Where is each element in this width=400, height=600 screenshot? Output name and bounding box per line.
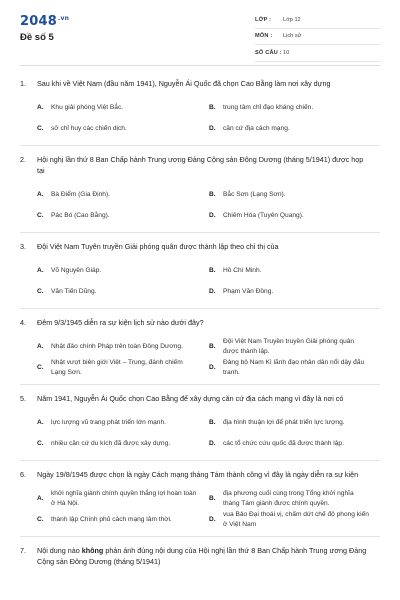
option-d[interactable] bbox=[209, 205, 381, 226]
meta-value: 10 bbox=[283, 49, 290, 56]
question-number: 7. bbox=[20, 546, 26, 555]
option-letter: D. bbox=[209, 124, 216, 132]
question-2 bbox=[20, 154, 380, 226]
option-text: Khu giải phóng Việt Bắc. bbox=[51, 103, 124, 111]
question-text: Nội dung nào không phản ánh đúng nội dung của Hội nghị lần thứ 8 Ban Chấp hành Trung ương Đảng Cộng sản Đông Dương (tháng 5/1941) bbox=[37, 546, 367, 566]
question-stem bbox=[20, 317, 380, 328]
option-letter: D. bbox=[209, 515, 216, 523]
meta-key: SỐ CÂU : bbox=[255, 49, 282, 56]
option-text: khởi nghĩa giành chính quyền thắng lợi hoàn toàn ở Hà Nội. bbox=[51, 490, 197, 507]
question-divider bbox=[20, 232, 380, 233]
option-c[interactable] bbox=[37, 118, 209, 139]
question-1 bbox=[20, 78, 380, 139]
question-text: Sau khi về Việt Nam (đầu năm 1941), Nguyễn Ái Quốc đã chọn Cao Bằng làm nơi xây dựng bbox=[37, 79, 331, 88]
option-letter: A. bbox=[37, 494, 44, 502]
option-d[interactable] bbox=[209, 433, 381, 454]
option-c[interactable] bbox=[37, 509, 209, 530]
answer-options bbox=[20, 412, 380, 454]
option-letter: B. bbox=[209, 342, 216, 350]
question-text: Năm 1941, Nguyễn Ái Quốc chọn Cao Bằng để xây dựng căn cứ địa cách mạng vì đây là nơi có bbox=[37, 394, 344, 403]
option-letter: B. bbox=[209, 494, 216, 502]
question-divider bbox=[20, 145, 380, 146]
question-text: Đêm 9/3/1945 diễn ra sự kiện lịch sử nào dưới đây? bbox=[37, 318, 204, 327]
option-text: Hồ Chí Minh. bbox=[223, 266, 262, 274]
option-text: địa phương cuối cùng trong Tổng khởi nghĩa tháng Tám giành được chính quyền. bbox=[223, 490, 354, 507]
question-4 bbox=[20, 317, 380, 378]
option-c[interactable] bbox=[37, 281, 209, 302]
option-letter: C. bbox=[37, 515, 44, 523]
option-text: vua Bảo Đại thoái vị, chấm dứt chế độ phong kiến ở Việt Nam bbox=[223, 511, 369, 528]
option-c[interactable] bbox=[37, 357, 209, 378]
option-b[interactable] bbox=[209, 97, 381, 118]
option-text: Văn Tiến Dũng. bbox=[51, 287, 97, 295]
option-text: Phạm Văn Đồng. bbox=[223, 287, 274, 295]
option-text: Bắc Sơn (Lạng Sơn). bbox=[223, 190, 286, 198]
option-letter: C. bbox=[37, 124, 44, 132]
option-d[interactable] bbox=[209, 118, 381, 139]
option-text: thành lập Chính phủ cách mạng lâm thời. bbox=[51, 515, 172, 523]
meta-value: Lớp 12 bbox=[283, 16, 301, 23]
option-b[interactable] bbox=[209, 488, 381, 509]
option-b[interactable] bbox=[209, 336, 381, 357]
option-letter: A. bbox=[37, 190, 44, 198]
option-letter: D. bbox=[209, 211, 216, 219]
option-letter: D. bbox=[209, 439, 216, 447]
option-text: trung tâm chỉ đạo kháng chiến. bbox=[223, 103, 314, 111]
option-letter: B. bbox=[209, 266, 216, 274]
option-text: nhiều căn cứ du kích đã được xây dựng. bbox=[51, 439, 171, 447]
question-stem bbox=[20, 393, 380, 404]
option-a[interactable] bbox=[37, 97, 209, 118]
question-divider bbox=[20, 460, 380, 461]
option-a[interactable] bbox=[37, 412, 209, 433]
question-3 bbox=[20, 241, 380, 302]
meta-key: LỚP : bbox=[255, 16, 272, 23]
meta-value: Lịch sử bbox=[283, 33, 302, 40]
option-text: các tổ chức cứu quốc đã được thành lập. bbox=[223, 439, 344, 447]
question-list bbox=[20, 78, 380, 567]
meta-row-question-count bbox=[255, 45, 381, 62]
option-letter: A. bbox=[37, 103, 44, 111]
option-text: Đội Việt Nam Truyền truyền Giải phóng quân được thành lập. bbox=[223, 338, 355, 355]
option-letter: C. bbox=[37, 287, 44, 295]
question-text: Hội nghị lần thứ 8 Ban Chấp hành Trung ương Đảng Cộng sản Đông Dương (tháng 5/1941) được họp tại bbox=[37, 155, 364, 175]
option-letter: B. bbox=[209, 190, 216, 198]
option-text: sở chỉ huy các chiến dịch. bbox=[51, 124, 127, 132]
question-number: 6. bbox=[20, 470, 26, 479]
question-text: Đội Việt Nam Tuyên truyền Giải phóng quân được thành lập theo chỉ thị của bbox=[37, 242, 279, 251]
answer-options bbox=[20, 336, 380, 378]
site-logo[interactable]: $2048^{.vn}$ bbox=[20, 14, 70, 29]
option-letter: D. bbox=[209, 287, 216, 295]
question-number: 5. bbox=[20, 394, 26, 403]
option-text: Võ Nguyên Giáp. bbox=[51, 266, 102, 274]
question-stem bbox=[20, 241, 380, 252]
option-d[interactable] bbox=[209, 357, 381, 378]
answer-options bbox=[20, 97, 380, 139]
exam-meta bbox=[255, 12, 381, 62]
meta-row-subject bbox=[255, 29, 381, 46]
option-text: địa hình thuận lợi để phát triển lực lượng. bbox=[223, 418, 345, 426]
question-stem bbox=[20, 78, 380, 89]
option-text: Đảng bộ Nam Kì lãnh đạo nhân dân nổi dậy đấu tranh. bbox=[223, 359, 365, 376]
option-text: Nhật đảo chính Pháp trên toàn Đông Dương. bbox=[51, 342, 183, 350]
option-a[interactable] bbox=[37, 184, 209, 205]
question-number: 4. bbox=[20, 318, 26, 327]
header-divider bbox=[20, 65, 380, 66]
question-number: 1. bbox=[20, 79, 26, 88]
option-text: Bà Điểm (Gia Định). bbox=[51, 190, 110, 198]
question-stem bbox=[20, 469, 380, 480]
option-text: căn cứ địa cách mạng. bbox=[223, 124, 290, 132]
option-letter: C. bbox=[37, 211, 44, 219]
option-text: Chiêm Hóa (Tuyên Quang). bbox=[223, 211, 304, 219]
option-a[interactable] bbox=[37, 260, 209, 281]
option-letter: C. bbox=[37, 363, 44, 371]
option-b[interactable] bbox=[209, 260, 381, 281]
option-a[interactable] bbox=[37, 488, 209, 509]
answer-options bbox=[20, 260, 380, 302]
question-7 bbox=[20, 545, 380, 567]
option-c[interactable] bbox=[37, 205, 209, 226]
question-divider bbox=[20, 384, 380, 385]
option-a[interactable] bbox=[37, 336, 209, 357]
emphasis-not: không bbox=[81, 546, 104, 555]
option-letter: B. bbox=[209, 418, 216, 426]
option-text: Nhật vượt biên giới Việt – Trung, đánh chiếm Lạng Sơn. bbox=[51, 359, 183, 376]
option-c[interactable] bbox=[37, 433, 209, 454]
exam-title: Đề số 5 bbox=[20, 32, 54, 43]
option-letter: C. bbox=[37, 439, 44, 447]
option-text: Pác Bó (Cao Bằng). bbox=[51, 211, 110, 219]
option-letter: D. bbox=[209, 363, 216, 371]
option-b[interactable] bbox=[209, 184, 381, 205]
option-letter: B. bbox=[209, 103, 216, 111]
option-d[interactable] bbox=[209, 281, 381, 302]
question-number: 2. bbox=[20, 155, 26, 164]
question-text: Ngày 19/8/1945 được chọn là ngày Cách mạng tháng Tám thành công vì đây là ngày diễn ra sự kiện bbox=[37, 470, 359, 479]
question-stem bbox=[20, 154, 380, 176]
answer-options bbox=[20, 184, 380, 226]
meta-key: MÔN : bbox=[255, 33, 273, 40]
question-divider bbox=[20, 308, 380, 309]
option-letter: A. bbox=[37, 418, 44, 426]
exam-header bbox=[0, 0, 400, 62]
option-letter: A. bbox=[37, 342, 44, 350]
option-letter: A. bbox=[37, 266, 44, 274]
question-divider bbox=[20, 536, 380, 537]
question-stem bbox=[20, 545, 380, 567]
meta-row-class bbox=[255, 12, 381, 29]
question-number: 3. bbox=[20, 242, 26, 251]
option-b[interactable] bbox=[209, 412, 381, 433]
option-text: lực lượng vũ trang phát triển lớn mạnh. bbox=[51, 418, 166, 426]
question-5 bbox=[20, 393, 380, 454]
option-d[interactable] bbox=[209, 509, 381, 530]
question-6 bbox=[20, 469, 380, 530]
answer-options bbox=[20, 488, 380, 530]
